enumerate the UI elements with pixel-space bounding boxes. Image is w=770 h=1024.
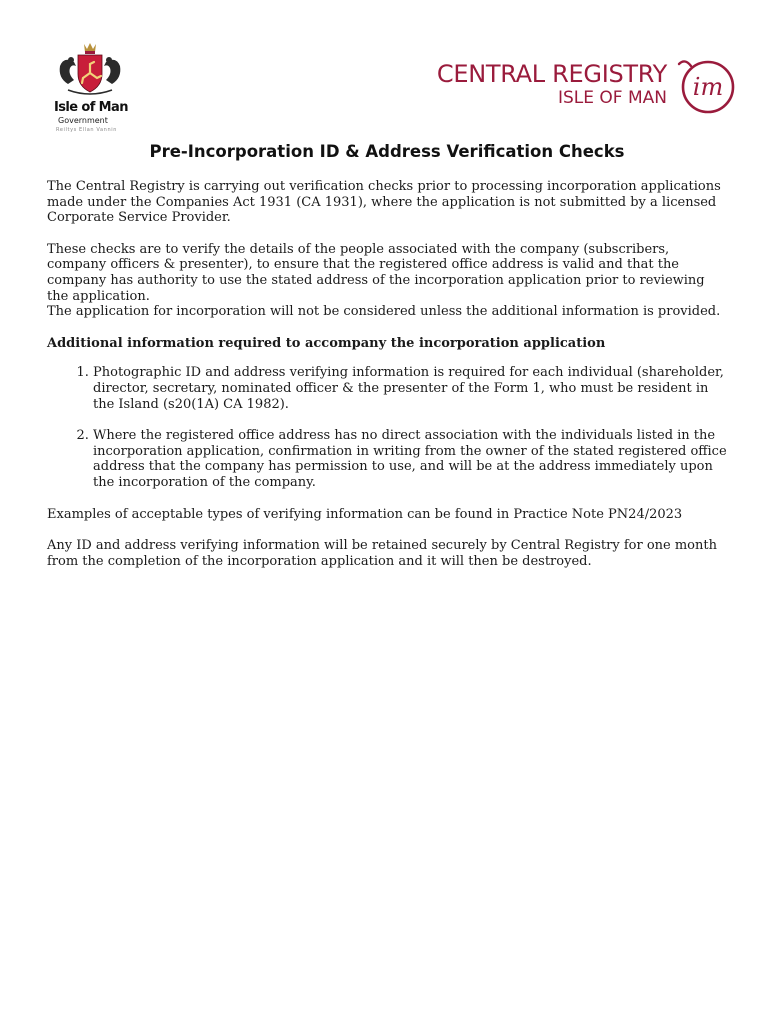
intro-paragraph: The Central Registry is carrying out verification checks prior to processing incorporation applications made under the Companies Act 1931 (CA 1931), where the application is not submitted by a licensed Corporate Service Provider. — [47, 179, 721, 226]
registry-logo-subtitle: ISLE OF MAN — [558, 88, 667, 108]
retention-paragraph: Any ID and address verifying information will be retained securely by Central Registry for one month from the completion of the incorporation application and it will then be destroyed. — [47, 538, 717, 569]
registry-logo-title: CENTRAL REGISTRY — [436, 60, 667, 88]
requirements-list — [47, 365, 727, 490]
gov-logo-name: Isle of Man — [54, 100, 128, 115]
section-heading: Additional information required to accompany the incorporation application — [47, 335, 606, 351]
gov-logo-sub: Government — [58, 116, 108, 125]
im-monogram-icon — [675, 54, 737, 116]
im-monogram-text: im — [692, 73, 724, 101]
isle-of-man-government-logo — [50, 40, 132, 135]
gov-logo-motto: Reiltys Ellan Vannin — [56, 127, 117, 133]
document-title: Pre-Incorporation ID & Address Verification Checks — [149, 142, 625, 161]
notice-paragraph: The application for incorporation will not be considered unless the additional information is provided. — [47, 304, 721, 320]
isle-of-man-crest-icon — [54, 40, 126, 98]
list-item: 2. Where the registered office address has no direct association with the individuals listed in the incorporation application, confirmation in writing from the owner of the stated registered office address that the company has permission to use, and will be at the address immediately upon the incorporation of the company. — [93, 428, 727, 490]
central-registry-logo — [402, 54, 737, 116]
document-body — [47, 142, 727, 569]
list-item: 1. Photographic ID and address verifying information is required for each individual (shareholder, director, secretary, nominated officer & the presenter of the Form 1, who must be resident in the Island (s20(1A) CA 1982). — [93, 365, 727, 412]
document-header — [0, 0, 770, 140]
purpose-paragraph: These checks are to verify the details of the people associated with the company (subscribers, company officers & presenter), to ensure that the registered office address is valid and that the company has authority to use the stated address of the incorporation application prior to reviewing the application. — [47, 241, 705, 304]
examples-paragraph: Examples of acceptable types of verifying information can be found in Practice Note PN24/2023 — [47, 506, 683, 522]
